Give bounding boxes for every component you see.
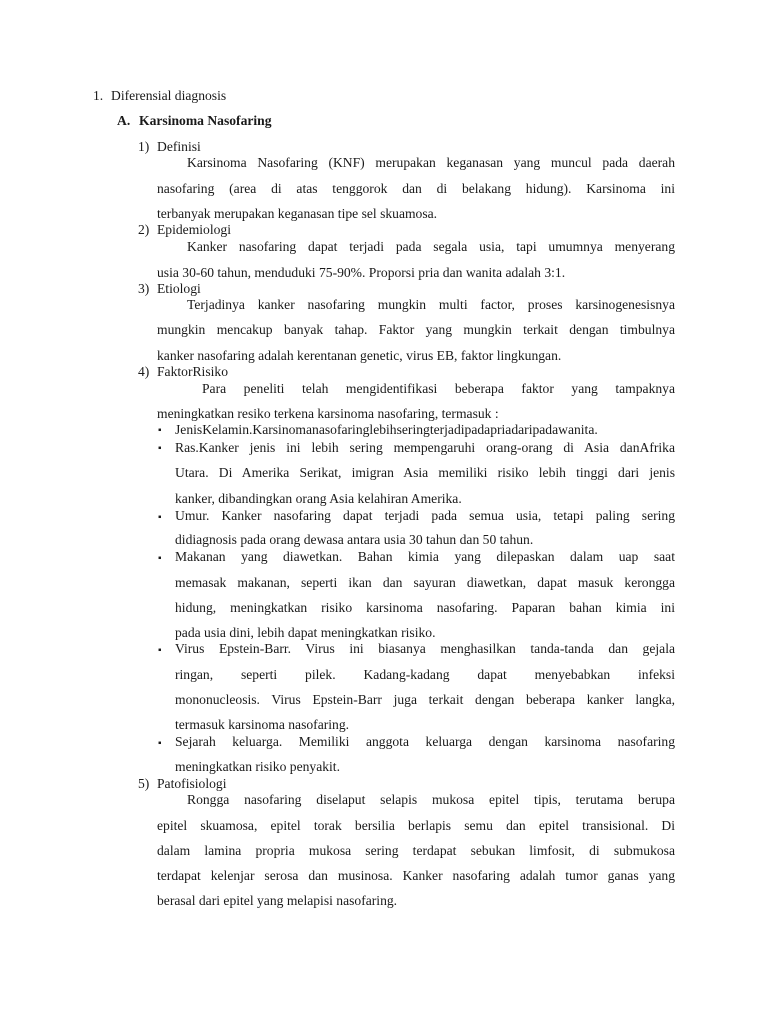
patofisiologi-title: Patofisiologi <box>157 776 227 791</box>
epidemiologi-title: Epidemiologi <box>157 222 232 237</box>
bullet-marker: ▪ <box>158 645 162 656</box>
bullet-text: didiagnosis pada orang dewasa antara usia 30 tahun dan 50 tahun. <box>175 532 534 547</box>
faktor-risiko-line: meningkatkan resiko terkena karsinoma nasofaring, termasuk : <box>157 406 499 421</box>
bullet-text: pada usia dini, lebih dapat meningkatkan risiko. <box>175 625 436 640</box>
bullet-text: Utara. Di Amerika Serikat, imigran Asia memiliki risiko lebih tinggi dari jenis <box>175 465 675 480</box>
patofisiologi-line: Rongga nasofaring diselaput selapis mukosa epitel tipis, terutama berupa <box>187 792 675 807</box>
faktor-risiko-line: Para peneliti telah mengidentifikasi beberapa faktor yang tampaknya <box>202 381 675 396</box>
definisi-line: Karsinoma Nasofaring (KNF) merupakan keganasan yang muncul pada daerah <box>187 155 675 170</box>
bullet-text: termasuk karsinoma nasofaring. <box>175 717 350 732</box>
bullet-text: Umur. Kanker nasofaring dapat terjadi pada semua usia, tetapi paling sering <box>175 508 675 523</box>
faktor-risiko-number: 4) <box>138 364 150 379</box>
definisi-line: terbanyak merupakan keganasan tipe sel skuamosa. <box>157 206 438 221</box>
heading-title: Diferensial diagnosis <box>111 88 227 103</box>
bullet-text: memasak makanan, seperti ikan dan sayuran diawetkan, dapat masuk kerongga <box>175 575 675 590</box>
patofisiologi-line: berasal dari epitel yang melapisi nasofaring. <box>157 893 398 908</box>
patofisiologi-number: 5) <box>138 776 150 791</box>
epidemiologi-line: usia 30-60 tahun, menduduki 75-90%. Proporsi pria dan wanita adalah 3:1. <box>157 265 566 280</box>
etiologi-number: 3) <box>138 281 150 296</box>
bullet-text: mononucleosis. Virus Epstein-Barr juga terkait dengan beberapa kanker langka, <box>175 692 675 707</box>
patofisiologi-line: dalam lamina propria mukosa sering terdapat sebukan limfosit, di submukosa <box>157 843 675 858</box>
bullet-text: Sejarah keluarga. Memiliki anggota keluarga dengan karsinoma nasofaring <box>175 734 675 749</box>
bullet-text: Ras.Kanker jenis ini lebih sering mempengaruhi orang-orang di Asia danAfrika <box>175 440 675 455</box>
etiologi-line: kanker nasofaring adalah kerentanan genetic, virus EB, faktor lingkungan. <box>157 348 562 363</box>
etiologi-line: Terjadinya kanker nasofaring mungkin multi factor, proses karsinogenesisnya <box>187 297 675 312</box>
patofisiologi-line: terdapat kelenjar serosa dan musinosa. Kanker nasofaring adalah tumor ganas yang <box>157 868 675 883</box>
bullet-marker: ▪ <box>158 738 162 749</box>
bullet-text: hidung, meningkatkan risiko karsinoma nasofaring. Paparan bahan kimia ini <box>175 600 675 615</box>
bullet-marker: ▪ <box>158 443 162 454</box>
bullet-text: JenisKelamin.Karsinomanasofaringlebihseringterjadipadapriadaripadawanita. <box>175 422 598 437</box>
bullet-text: Makanan yang diawetkan. Bahan kimia yang dilepaskan dalam uap saat <box>175 549 675 564</box>
patofisiologi-line: epitel skuamosa, epitel torak bersilia berlapis semu dan epitel transisional. Di <box>157 818 675 833</box>
section-title: Karsinoma Nasofaring <box>139 113 272 128</box>
epidemiologi-number: 2) <box>138 222 150 237</box>
bullet-marker: ▪ <box>158 425 162 436</box>
section-letter: A. <box>117 113 131 128</box>
definisi-line: nasofaring (area di atas tenggorok dan di belakang hidung). Karsinoma ini <box>157 181 675 196</box>
faktor-risiko-title: FaktorRisiko <box>157 364 228 379</box>
bullet-text: meningkatkan risiko penyakit. <box>175 759 340 774</box>
definisi-number: 1) <box>138 139 150 154</box>
etiologi-title: Etiologi <box>157 281 201 296</box>
heading-number: 1. <box>93 88 104 103</box>
bullet-marker: ▪ <box>158 512 162 523</box>
definisi-title: Definisi <box>157 139 201 154</box>
bullet-text: kanker, dibandingkan orang Asia kelahiran Amerika. <box>175 491 462 506</box>
bullet-marker: ▪ <box>158 553 162 564</box>
epidemiologi-line: Kanker nasofaring dapat terjadi pada segala usia, tapi umumnya menyerang <box>187 239 675 254</box>
bullet-text: ringan, seperti pilek. Kadang-kadang dapat menyebabkan infeksi <box>175 667 675 682</box>
etiologi-line: mungkin mencakup banyak tahap. Faktor yang mungkin terkait dengan timbulnya <box>157 322 675 337</box>
bullet-text: Virus Epstein-Barr. Virus ini biasanya menghasilkan tanda-tanda dan gejala <box>175 641 675 656</box>
